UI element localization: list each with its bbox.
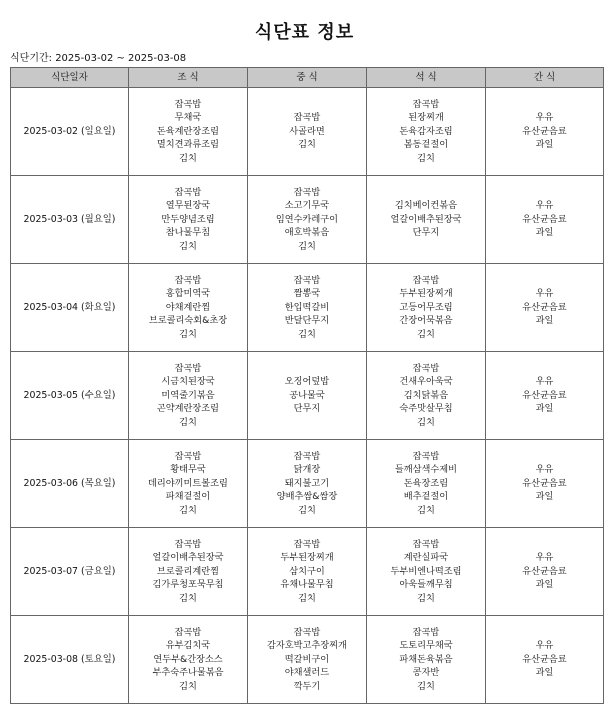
table-row <box>11 616 604 704</box>
menu-item: 야채계란찜 <box>165 301 211 313</box>
menu-item: 돼지불고기 <box>284 477 330 489</box>
dinner-cell <box>367 88 486 176</box>
snack-cell <box>486 88 604 176</box>
menu-item: 김치 <box>179 152 197 164</box>
menu-item: 만두양념조림 <box>161 213 215 225</box>
table-row <box>11 176 604 264</box>
menu-item: 김치 <box>298 592 316 604</box>
snack-cell <box>486 264 604 352</box>
table-header-row <box>11 68 604 88</box>
snack-cell <box>486 528 604 616</box>
menu-item: 열무된장국 <box>165 200 211 212</box>
header-snack: 간 식 <box>486 68 604 88</box>
breakfast-cell <box>129 264 248 352</box>
table-row <box>11 440 604 528</box>
date-cell: 2025-03-07 (금요일) <box>11 528 129 616</box>
date-cell: 2025-03-06 (목요일) <box>11 440 129 528</box>
menu-item: 잡곡밥 <box>293 450 321 462</box>
menu-item: 우유 <box>535 464 554 476</box>
menu-period: 식단기간: 2025-03-02 ~ 2025-03-08 <box>10 53 187 64</box>
header-dinner: 석 식 <box>367 68 486 88</box>
breakfast-cell <box>129 352 248 440</box>
menu-item: 김치 <box>417 504 435 516</box>
menu-item: 우유 <box>535 112 554 124</box>
menu-item: 두부된장찌개 <box>280 552 334 564</box>
menu-item: 유산균음료 <box>522 653 567 665</box>
menu-item: 김치베이컨볶음 <box>394 200 458 212</box>
menu-item: 애호박볶음 <box>284 227 330 239</box>
menu-item: 임연수카레구이 <box>275 213 339 225</box>
menu-item: 감자호박고추장찌개 <box>267 640 347 652</box>
menu-item: 데리야끼미트볼조림 <box>148 477 228 489</box>
menu-item: 아욱들깨무침 <box>399 579 453 591</box>
menu-item: 연두부&간장소스 <box>153 653 223 665</box>
lunch-cell <box>248 616 367 704</box>
menu-item: 야채샐러드 <box>284 667 330 679</box>
menu-item: 얼갈이배추된장국 <box>390 213 462 225</box>
menu-item: 홍합미역국 <box>165 288 211 300</box>
menu-item: 간장어묵볶음 <box>399 315 453 327</box>
header-date: 식단일자 <box>11 68 129 88</box>
menu-item: 잡곡밥 <box>412 274 440 286</box>
menu-item: 소고기무국 <box>284 200 330 212</box>
menu-item: 과일 <box>535 491 554 503</box>
menu-item: 잡곡밥 <box>293 626 321 638</box>
menu-item: 과일 <box>535 139 554 151</box>
menu-item: 우유 <box>535 640 554 652</box>
header-breakfast: 조 식 <box>129 68 248 88</box>
dinner-cell <box>367 440 486 528</box>
menu-item: 배추겉절이 <box>403 491 449 503</box>
menu-item: 김치 <box>179 416 197 428</box>
dinner-cell <box>367 528 486 616</box>
date-cell: 2025-03-03 (월요일) <box>11 176 129 264</box>
menu-item: 잡곡밥 <box>293 112 321 124</box>
table-row <box>11 88 604 176</box>
dinner-cell <box>367 616 486 704</box>
menu-item: 김치 <box>179 504 197 516</box>
dinner-cell <box>367 352 486 440</box>
header-lunch: 중 식 <box>248 68 367 88</box>
menu-item: 단무지 <box>412 227 440 239</box>
menu-item: 시금치된장국 <box>161 376 215 388</box>
table-row <box>11 264 604 352</box>
menu-item: 두부된장찌개 <box>399 288 453 300</box>
menu-item: 김치 <box>179 240 197 252</box>
menu-item: 유산균음료 <box>522 301 567 313</box>
menu-item: 과일 <box>535 227 554 239</box>
menu-item: 양배추쌈&쌈장 <box>276 491 338 503</box>
menu-item: 단무지 <box>293 403 321 415</box>
menu-item: 잡곡밥 <box>174 98 202 110</box>
breakfast-cell <box>129 616 248 704</box>
menu-item: 무채국 <box>174 112 202 124</box>
menu-item: 브로콜리숙회&초장 <box>148 315 228 327</box>
menu-item: 잡곡밥 <box>174 362 202 374</box>
menu-item: 고등어무조림 <box>399 301 453 313</box>
menu-item: 사골라면 <box>289 125 325 137</box>
dinner-cell <box>367 264 486 352</box>
menu-item: 김치 <box>417 592 435 604</box>
date-cell: 2025-03-02 (일요일) <box>11 88 129 176</box>
menu-item: 잡곡밥 <box>412 362 440 374</box>
lunch-cell <box>248 440 367 528</box>
menu-item: 김치 <box>298 504 316 516</box>
menu-item: 오징어덮밥 <box>284 376 330 388</box>
menu-item: 유부김치국 <box>165 640 211 652</box>
snack-cell <box>486 352 604 440</box>
menu-item: 김가루청포묵무침 <box>152 579 224 591</box>
menu-item: 김치 <box>298 139 316 151</box>
menu-item: 잡곡밥 <box>174 274 202 286</box>
menu-item: 잡곡밥 <box>412 626 440 638</box>
menu-item: 미역줄기볶음 <box>161 389 215 401</box>
table-row <box>11 352 604 440</box>
menu-item: 잡곡밥 <box>293 538 321 550</box>
menu-item: 공나물국 <box>289 389 325 401</box>
table-row <box>11 528 604 616</box>
menu-item: 유산균음료 <box>522 125 567 137</box>
menu-item: 도토리무채국 <box>399 640 453 652</box>
menu-item: 유산균음료 <box>522 565 567 577</box>
menu-item: 파채돈육볶음 <box>399 653 453 665</box>
menu-item: 잡곡밥 <box>412 538 440 550</box>
menu-item: 짬뽕국 <box>293 288 321 300</box>
menu-item: 들깨삼색수제비 <box>394 464 458 476</box>
menu-item: 돈육계란장조림 <box>156 125 220 137</box>
menu-item: 잡곡밥 <box>412 450 440 462</box>
menu-item: 유산균음료 <box>522 389 567 401</box>
date-cell: 2025-03-04 (화요일) <box>11 264 129 352</box>
menu-item: 숙주맛살무침 <box>399 403 453 415</box>
menu-item: 유산균음료 <box>522 477 567 489</box>
menu-item: 과일 <box>535 667 554 679</box>
date-cell: 2025-03-08 (토요일) <box>11 616 129 704</box>
menu-item: 멸치견과류조림 <box>156 139 220 151</box>
menu-item: 콩자반 <box>412 667 440 679</box>
menu-item: 떡갈비구이 <box>284 653 330 665</box>
menu-item: 참나물무침 <box>165 227 211 239</box>
menu-item: 과일 <box>535 403 554 415</box>
menu-item: 파채겉절이 <box>165 491 211 503</box>
menu-item: 닭개장 <box>293 464 321 476</box>
lunch-cell <box>248 88 367 176</box>
menu-item: 김치 <box>417 416 435 428</box>
lunch-cell <box>248 352 367 440</box>
menu-item: 김치 <box>417 152 435 164</box>
menu-item: 김치 <box>298 240 316 252</box>
menu-item: 김치 <box>298 328 316 340</box>
breakfast-cell <box>129 176 248 264</box>
menu-item: 봄동겉절이 <box>403 139 449 151</box>
meal-table <box>10 67 604 704</box>
menu-item: 잡곡밥 <box>174 626 202 638</box>
menu-item: 된장찌개 <box>408 112 444 124</box>
menu-item: 과일 <box>535 315 554 327</box>
dinner-cell <box>367 176 486 264</box>
snack-cell <box>486 616 604 704</box>
menu-item: 건새우아욱국 <box>399 376 453 388</box>
snack-cell <box>486 440 604 528</box>
menu-item: 잡곡밥 <box>174 450 202 462</box>
menu-item: 한입떡갈비 <box>284 301 330 313</box>
menu-item: 우유 <box>535 552 554 564</box>
menu-item: 우유 <box>535 288 554 300</box>
menu-item: 잡곡밥 <box>293 186 321 198</box>
menu-item: 두부비엔나떡조림 <box>390 565 462 577</box>
menu-item: 계란실파국 <box>403 552 449 564</box>
page-title: 식단표 정보 <box>254 22 355 43</box>
breakfast-cell <box>129 440 248 528</box>
menu-item: 우유 <box>535 200 554 212</box>
menu-item: 삼치구이 <box>289 565 325 577</box>
menu-item: 브로콜리계란찜 <box>156 565 220 577</box>
lunch-cell <box>248 264 367 352</box>
menu-item: 돈육감자조림 <box>399 125 453 137</box>
menu-item: 잡곡밥 <box>174 538 202 550</box>
lunch-cell <box>248 528 367 616</box>
menu-item: 김치 <box>417 680 435 692</box>
menu-item: 깍두기 <box>293 680 321 692</box>
date-cell: 2025-03-05 (수요일) <box>11 352 129 440</box>
menu-item: 김치 <box>179 592 197 604</box>
menu-item: 김치 <box>179 328 197 340</box>
menu-item: 과일 <box>535 579 554 591</box>
menu-item: 잡곡밥 <box>412 98 440 110</box>
breakfast-cell <box>129 88 248 176</box>
lunch-cell <box>248 176 367 264</box>
breakfast-cell <box>129 528 248 616</box>
menu-item: 얼갈이배추된장국 <box>152 552 224 564</box>
menu-item: 김치 <box>179 680 197 692</box>
menu-item: 유산균음료 <box>522 213 567 225</box>
menu-item: 우유 <box>535 376 554 388</box>
menu-item: 곤약계란장조림 <box>156 403 220 415</box>
menu-item: 잡곡밥 <box>174 186 202 198</box>
menu-item: 황태무국 <box>170 464 206 476</box>
menu-item: 잡곡밥 <box>293 274 321 286</box>
menu-item: 부추숙주나물볶음 <box>152 667 224 679</box>
snack-cell <box>486 176 604 264</box>
menu-item: 김치 <box>417 328 435 340</box>
menu-item: 돈육장조림 <box>403 477 449 489</box>
menu-item: 유채나물무침 <box>280 579 334 591</box>
menu-item: 반달단무지 <box>284 315 330 327</box>
menu-item: 김치닭볶음 <box>403 389 449 401</box>
